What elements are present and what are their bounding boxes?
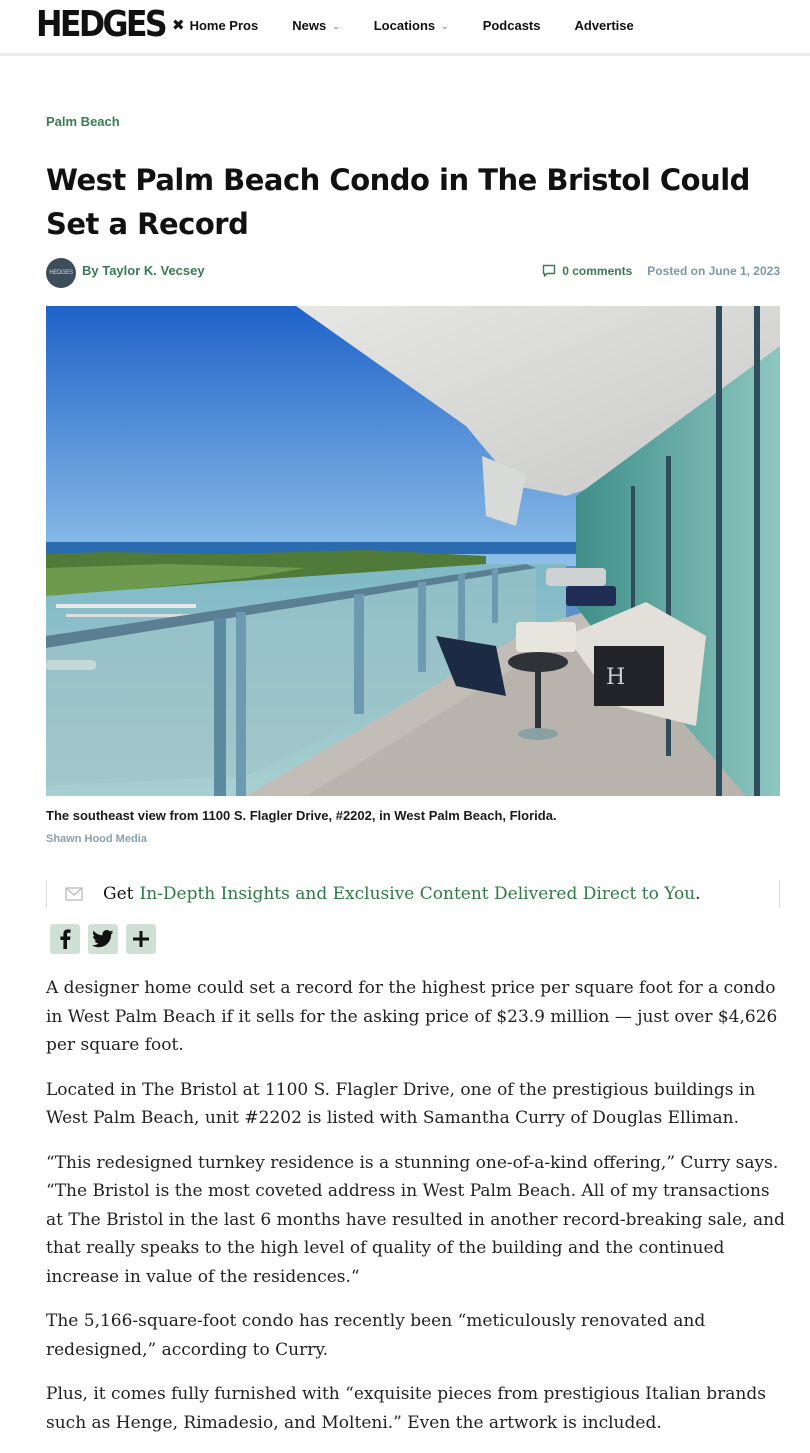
hero-image	[46, 306, 780, 796]
article-paragraph: Plus, it comes fully furnished with “exquisite pieces from prestigious Italian brands such as Henge, Rimadesio, and Molteni.” Even the artwork is included.	[46, 1384, 766, 1433]
article-body	[46, 974, 786, 1453]
page-title: West Palm Beach Condo in The Bristol Could Set a Record	[46, 163, 750, 241]
comment-icon	[542, 264, 556, 278]
mail-icon	[65, 887, 83, 901]
byline	[46, 258, 205, 288]
share-more-button[interactable]	[126, 924, 156, 954]
site-logo[interactable]: HEDGES	[36, 4, 166, 45]
facebook-icon	[58, 929, 72, 949]
category-link[interactable]: Palm Beach	[46, 114, 120, 129]
nav-item-news[interactable]	[292, 18, 340, 33]
balcony-view-illustration	[46, 306, 780, 796]
nav-item-podcasts[interactable]	[483, 18, 541, 33]
newsletter-suffix: .	[695, 884, 701, 904]
newsletter-prompt	[46, 880, 780, 908]
nav-label: Home Pros	[189, 17, 259, 33]
share-facebook-button[interactable]	[50, 924, 80, 954]
nav-label: News	[292, 17, 327, 33]
share-twitter-button[interactable]	[88, 924, 118, 954]
site-header	[0, 0, 810, 56]
chevron-down-icon: ⌄	[332, 21, 340, 31]
image-caption: The southeast view from 1100 S. Flagler Drive, #2202, in West Palm Beach, Florida.	[46, 808, 557, 823]
article-paragraph: The 5,166-square-foot condo has recently been “meticulously renovated and redesigned,” according to Curry.	[46, 1311, 706, 1360]
avatar[interactable]: HEDGES	[46, 258, 76, 288]
nav-label: Locations	[373, 17, 436, 33]
image-credit: Shawn Hood Media	[46, 833, 147, 845]
article-paragraph: A designer home could set a record for the highest price per square foot for a condo in West Palm Beach if it sells for the asking price of $23.9 million — just over $4,626 per square foot.	[46, 978, 778, 1055]
nav-item-locations[interactable]	[374, 18, 449, 33]
article-paragraph: “This redesigned turnkey residence is a stunning one-of-a-kind offering,” Curry says. “The Bristol is the most coveted address in West Palm Beach. All of my transactions at The Bristol in the last 6 months have resulted in another record-breaking sale, and that really speaks to the high level of quality of the building and the continued increase in value of the residences.“	[46, 1152, 785, 1287]
post-date: Posted on June 1, 2023	[647, 264, 780, 278]
newsletter-link[interactable]: In-Depth Insights and Exclusive Content Delivered Direct to You	[139, 884, 696, 904]
nav-label: Podcasts	[482, 17, 541, 33]
article-paragraph: Located in The Bristol at 1100 S. Flagler Drive, one of the prestigious buildings in West Palm Beach, unit #2202 is listed with Samantha Curry of Douglas Elliman.	[46, 1079, 756, 1128]
newsletter-prefix: Get	[103, 884, 134, 904]
nav-item-advertise[interactable]	[575, 18, 634, 33]
plus-icon	[132, 930, 150, 948]
main-nav	[172, 0, 668, 50]
share-bar	[50, 924, 164, 954]
twitter-icon	[92, 930, 114, 948]
article-meta	[542, 264, 780, 278]
svg-text:H: H	[606, 665, 626, 690]
nav-label: Advertise	[574, 17, 634, 33]
author-link[interactable]: By Taylor K. Vecsey	[82, 262, 205, 278]
nav-item-home-pros[interactable]	[172, 16, 258, 34]
tools-icon: ✖	[172, 17, 185, 34]
chevron-down-icon: ⌄	[441, 21, 449, 31]
comments-link[interactable]: 0 comments	[562, 264, 633, 278]
